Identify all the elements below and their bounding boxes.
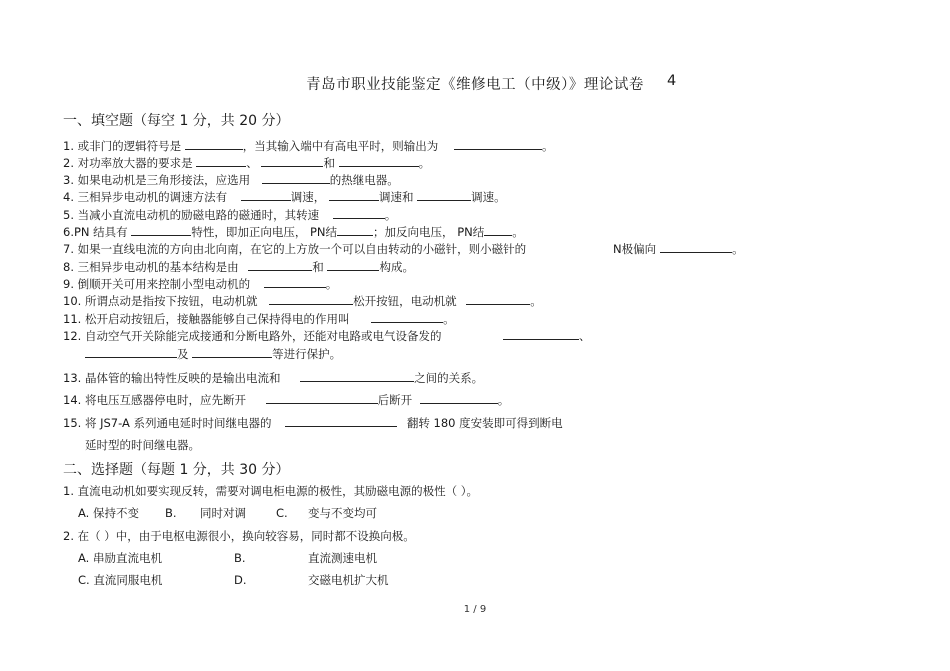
choice-2-option-a: A. 串励直流电机 <box>78 551 162 565</box>
blank <box>484 224 512 236</box>
question-7-end: N极偏向 。 <box>613 242 744 256</box>
blank <box>196 155 246 167</box>
question-4: 4. 三相异步电动机的调速方法有 调速， 调速和 调速。 <box>63 190 506 204</box>
question-15: 15. 将 JS7-A 系列通电延时时间继电器的 翻转 180 度安装即可得到断电 <box>63 416 563 430</box>
question-3: 3. 如果电动机是三角形接法，应选用 的热继电器。 <box>63 173 399 187</box>
blank <box>300 370 414 382</box>
title-text: 青岛市职业技能鉴定《维修电工（中级）》理论试卷 <box>306 77 644 93</box>
choice-1-option-c: 变与不变均可 <box>308 506 377 520</box>
question-6: 6.PN 结具有 特性，即加正向电压， PN结 ；加反向电压， PN结 。 <box>63 225 524 239</box>
blank <box>420 392 498 404</box>
blank <box>339 155 419 167</box>
choice-1-option-b-letter: B. <box>165 506 177 520</box>
blank <box>185 138 243 150</box>
blank <box>327 259 379 271</box>
blank <box>264 276 326 288</box>
exam-title <box>0 73 950 94</box>
question-12-continued: 及 等进行保护。 <box>85 346 341 362</box>
blank <box>131 224 191 236</box>
title-number: 4 <box>667 73 677 89</box>
question-10: 10. 所谓点动是指按下按钮，电动机就 松开按钮，电动机就 。 <box>63 294 542 308</box>
question-11: 11. 松开启动按钮后，接触器能够自己保持得电的作用叫 。 <box>63 312 455 326</box>
blank <box>466 293 530 305</box>
blank <box>269 293 353 305</box>
blank <box>266 392 378 404</box>
choice-2-option-d: 交磁电机扩大机 <box>308 573 389 587</box>
section-fill-blank-heading: 一、填空题（每空 1 分，共 20 分） <box>63 113 290 129</box>
blank <box>261 155 323 167</box>
choice-1-option-a: A. 保持不变 <box>78 506 139 520</box>
question-5: 5. 当减小直流电动机的励磁电路的磁通时，其转速 。 <box>63 208 397 222</box>
choice-1-option-c-letter: C. <box>276 506 288 520</box>
blank <box>85 346 177 358</box>
choice-2-option-d-letter: D. <box>234 573 247 587</box>
blank <box>503 328 579 340</box>
question-8: 8. 三相异步电动机的基本结构是由 和 构成。 <box>63 260 414 274</box>
choice-question-1: 1. 直流电动机如要实现反转，需要对调电柜电源的极性，其励磁电源的极性（ ）。 <box>63 484 479 498</box>
question-15-continued: 延时型的时间继电器。 <box>85 438 200 452</box>
choice-question-2: 2. 在（ ）中，由于电枢电源很小，换向较容易，同时都不设换向极。 <box>63 529 415 543</box>
blank <box>262 172 330 184</box>
section-multiple-choice-heading: 二、选择题（每题 1 分，共 30 分） <box>63 462 290 478</box>
blank <box>371 311 443 323</box>
page-number: 1 / 9 <box>463 604 487 615</box>
question-14: 14. 将电压互感器停电时，应先断开 后断开 。 <box>63 393 510 407</box>
blank <box>248 259 312 271</box>
blank <box>285 415 397 427</box>
blank <box>660 241 732 253</box>
blank <box>337 224 373 236</box>
choice-2-option-b: 直流测速电机 <box>308 551 377 565</box>
blank <box>417 189 471 201</box>
blank <box>241 189 291 201</box>
question-2: 2. 对功率放大器的要求是 、 和 。 <box>63 156 431 170</box>
question-12: 12. 自动空气开关除能完成接通和分断电路外，还能对电路或电气设备发的 <box>63 329 442 343</box>
blank <box>454 138 542 150</box>
choice-2-option-c: C. 直流同服电机 <box>78 573 163 587</box>
blank <box>329 189 379 201</box>
blank <box>192 346 272 358</box>
question-12-end: 、 <box>503 328 591 344</box>
question-7: 7. 如果一直线电流的方向由北向南，在它的上方放一个可以自由转动的小磁针，则小磁针的 <box>63 242 527 256</box>
choice-1-option-b: 同时对调 <box>200 506 246 520</box>
question-13: 13. 晶体管的输出特性反映的是输出电流和 之间的关系。 <box>63 371 484 385</box>
question-1: 1. 或非门的逻辑符号是 ，当其输入端中有高电平时，则输出为 。 <box>63 139 554 153</box>
blank <box>333 207 385 219</box>
question-9: 9. 倒顺开关可用来控制小型电动机的 。 <box>63 277 338 291</box>
choice-2-option-b-letter: B. <box>234 551 246 565</box>
